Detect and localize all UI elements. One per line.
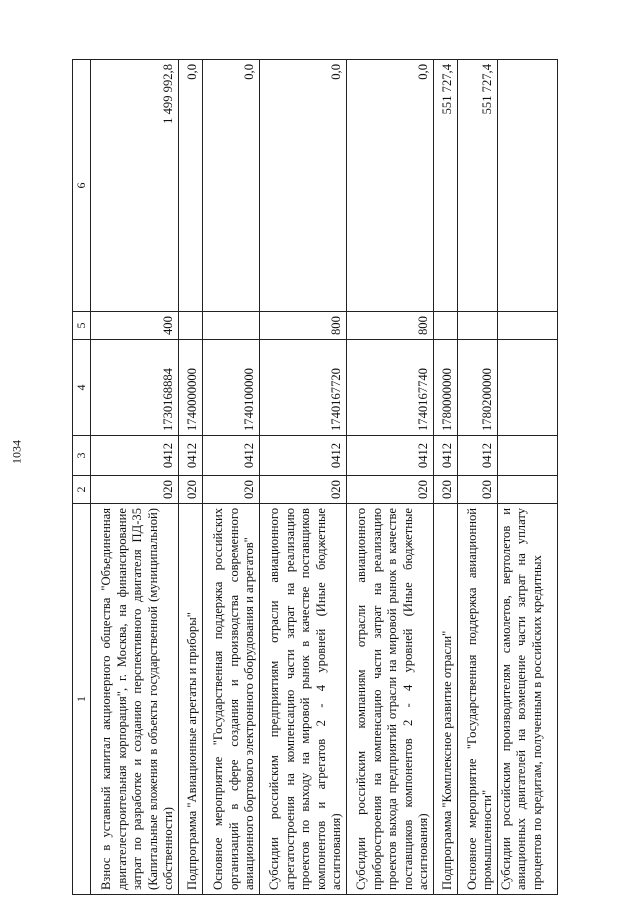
row-ministry-code: 020 [90,476,178,504]
row-name: Основное мероприятие "Государственная поддержка российских организаций в сфере создания и производства современного авиационного бортового электронного оборудования и агрегатов" [202,504,259,895]
row-target-code: 1780200000 [457,340,497,436]
row-expense-type: 400 [90,312,178,340]
header-cell: 6 [73,60,91,312]
row-expense-type: 800 [259,312,346,340]
row-target-code: 1740167740 [346,340,433,436]
row-expense-type [497,312,557,340]
row-expense-type [178,312,202,340]
row-expense-type [202,312,259,340]
row-name: Взнос в уставный капитал акционерного общества "Объединенная двигателестроительная корпорация", г. Москва, на финансирование затрат по разработке и созданию перспективного двигателя ПД-35 (Капитальные вложения в объекты государственной (муниципальной) собственности) [90,504,178,895]
row-ministry-code: 020 [202,476,259,504]
row-amount: 551 727,4 [433,60,457,312]
row-ministry-code: 020 [178,476,202,504]
row-ministry-code: 020 [433,476,457,504]
row-name: Субсидии российским предприятиям отрасли авиационного агрегатостроения на компенсацию части затрат на реализацию проектов по выходу на мировой рынок в качестве поставщиков компонентов и агрегатов 2 - 4 уровней (Иные бюджетные ассигнования) [259,504,346,895]
row-amount: 551 727,4 [457,60,497,312]
row-section-code: 0412 [346,436,433,476]
row-expense-type [433,312,457,340]
header-cell: 2 [73,476,91,504]
row-target-code: 1730168884 [90,340,178,436]
table-row [457,60,497,895]
row-target-code: 1780000000 [433,340,457,436]
header-cell: 4 [73,340,91,436]
row-section-code: 0412 [202,436,259,476]
table-row [90,60,178,895]
table-row [178,60,202,895]
row-amount: 0,0 [346,60,433,312]
row-section-code: 0412 [178,436,202,476]
table-row [346,60,433,895]
row-ministry-code [497,476,557,504]
budget-table [72,59,558,895]
row-section-code: 0412 [433,436,457,476]
row-amount: 0,0 [259,60,346,312]
budget-table-container [72,60,602,895]
page-number: 1034 [9,440,24,464]
row-section-code: 0412 [457,436,497,476]
row-ministry-code: 020 [457,476,497,504]
header-cell: 1 [73,504,91,895]
row-section-code: 0412 [259,436,346,476]
row-target-code [497,340,557,436]
row-name: Основное мероприятие "Государственная поддержка авиационной промышленности" [457,504,497,895]
row-target-code: 1740100000 [202,340,259,436]
row-amount: 0,0 [178,60,202,312]
row-target-code: 1740167720 [259,340,346,436]
row-name: Субсидии российским производителям самолетов, вертолетов и авиационных двигателей на возмещение части затрат на уплату процентов по кредитам, полученным в российских кредитных [497,504,557,895]
table-row [433,60,457,895]
table-row [497,60,557,895]
row-amount: 1 499 992,8 [90,60,178,312]
row-target-code: 1740000000 [178,340,202,436]
row-amount: 0,0 [202,60,259,312]
row-name: Подпрограмма "Авиационные агрегаты и приборы" [178,504,202,895]
row-expense-type [457,312,497,340]
table-row [259,60,346,895]
row-section-code [497,436,557,476]
row-section-code: 0412 [90,436,178,476]
row-ministry-code: 020 [346,476,433,504]
row-expense-type: 800 [346,312,433,340]
header-row [73,60,91,895]
row-name: Субсидии российским компаниям отрасли авиационного приборостроения на компенсацию части затрат на реализацию проектов выхода предприятий отрасли на мировой рынок в качестве поставщиков компонентов 2 - 4 уровней (Иные бюджетные ассигнования) [346,504,433,895]
row-name: Подпрограмма "Комплексное развитие отрасли" [433,504,457,895]
table-row [202,60,259,895]
header-cell: 5 [73,312,91,340]
header-cell: 3 [73,436,91,476]
row-ministry-code: 020 [259,476,346,504]
row-amount [497,60,557,312]
